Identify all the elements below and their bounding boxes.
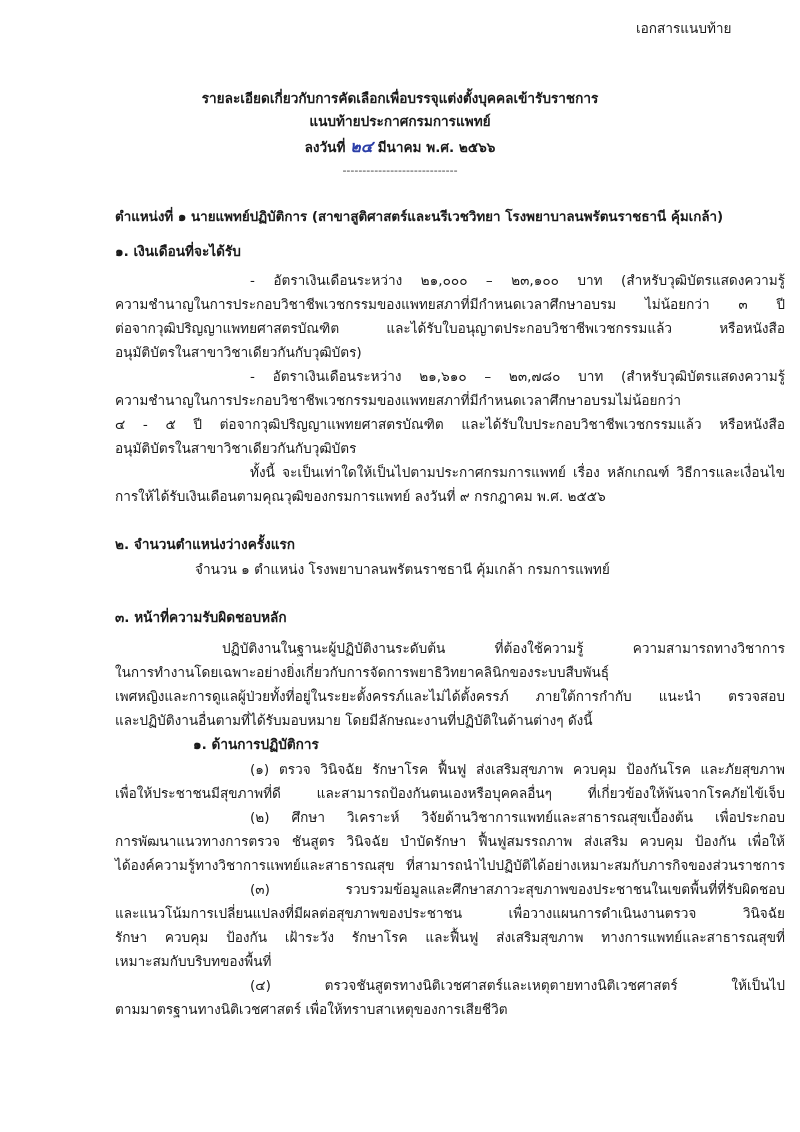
section3-intro-line: และปฏิบัติงานอื่นตามที่ได้รับมอบหมาย โดยมีลักษณะงานที่ปฏิบัติในด้านต่างๆ ดังนี้	[115, 713, 593, 729]
section1-line: อนุมัติบัตรในสาขาวิชาเดียวกันกับวุฒิบัตร	[115, 441, 357, 457]
section3-intro-line: ปฏิบัติงานในฐานะผู้ปฏิบัติงานระดับต้น ที่ต้องใช้ความรู้ ความสามารถทางวิชาการ	[222, 641, 785, 657]
duty-item-line: เหมาะสมกับบริบทของพื้นที่	[115, 954, 272, 970]
section1-line: ๔ - ๕ ปี ต่อจากวุฒิปริญญาแพทยศาสตรบัณฑิต และได้รับใบประกอบวิชาชีพเวชกรรมแล้ว หรือหนังสือ	[115, 417, 785, 433]
section1-line: ความชำนาญในการประกอบวิชาชีพเวชกรรมของแพทยสภาที่มีกำหนดเวลาศึกษาอบรม ไม่น้อยกว่า ๓ ปี	[115, 297, 785, 313]
attachment-label: เอกสารแนบท้าย	[636, 21, 732, 37]
section2-heading: ๒. จำนวนตำแหน่งว่างครั้งแรก	[115, 537, 296, 553]
section2-line: จำนวน ๑ ตำแหน่ง โรงพยาบาลนพรัตนราชธานี คุ้มเกล้า กรมการแพทย์	[195, 562, 610, 578]
duty-item-line: (๔) ตรวจชันสูตรทางนิติเวชศาสตร์และเหตุตายทางนิติเวชศาสตร์ ให้เป็นไป	[250, 978, 785, 994]
section1-line: ความชำนาญในการประกอบวิชาชีพเวชกรรมของแพทยสภาที่มีกำหนดเวลาศึกษาอบรมไม่น้อยกว่า	[115, 393, 681, 409]
document-date	[0, 138, 800, 157]
section1-line: - อัตราเงินเดือนระหว่าง ๒๑,๐๐๐ – ๒๓,๑๐๐ บาท (สำหรับวุฒิบัตรแสดงความรู้	[250, 273, 785, 289]
section1-line: ทั้งนี้ จะเป็นเท่าใดให้เป็นไปตามประกาศกรมการแพทย์ เรื่อง หลักเกณฑ์ วิธีการและเงื่อนไข	[250, 465, 785, 481]
title-separator: -----------------------------	[342, 164, 458, 177]
duty-item-line: ได้องค์ความรู้ทางวิชาการแพทย์และสาธารณสุข ที่สามารถนำไปปฏิบัติได้อย่างเหมาะสมกับภารกิจของส่วนราชการ	[115, 858, 785, 874]
date-prefix: ลงวันที่	[304, 140, 346, 156]
section1-line: - อัตราเงินเดือนระหว่าง ๒๑,๖๑๐ – ๒๓,๗๘๐ บาท (สำหรับวุฒิบัตรแสดงความรู้	[250, 369, 785, 385]
duty-item-line: (๓) รวบรวมข้อมูลและศึกษาสภาวะสุขภาพของประชาชนในเขตพื้นที่ที่รับผิดชอบ	[250, 882, 785, 898]
section1-line: อนุมัติบัตรในสาขาวิชาเดียวกันกับวุฒิบัตร)	[115, 345, 362, 361]
duty-item-line: (๒) ศึกษา วิเคราะห์ วิจัยด้านวิชาการแพทย์และสาธารณสุขเบื้องต้น เพื่อประกอบ	[250, 810, 785, 826]
section3-subheading: ๑. ด้านการปฏิบัติการ	[193, 737, 319, 753]
section1-line: การให้ได้รับเงินเดือนตามคุณวุฒิของกรมการแพทย์ ลงวันที่ ๙ กรกฎาคม พ.ศ. ๒๕๕๖	[115, 489, 606, 505]
section1-line: ต่อจากวุฒิปริญญาแพทยศาสตรบัณฑิต และได้รับใบอนุญาตประกอบวิชาชีพเวชกรรมแล้ว หรือหนังสือ	[115, 321, 785, 337]
duty-item-line: ตามมาตรฐานทางนิติเวชศาสตร์ เพื่อให้ทราบสาเหตุของการเสียชีวิต	[115, 1002, 508, 1018]
document-subtitle: แนบท้ายประกาศกรมการแพทย์	[309, 114, 491, 130]
duty-item-line: และแนวโน้มการเปลี่ยนแปลงที่มีผลต่อสุขภาพของประชาชน เพื่อวางแผนการดำเนินงานตรวจ วินิจฉัย	[115, 906, 785, 922]
section3-intro-line: ในการทำงานโดยเฉพาะอย่างยิ่งเกี่ยวกับการจัดการพยาธิวิทยาคลินิกของระบบสืบพันธุ์	[115, 665, 610, 681]
section1-heading: ๑. เงินเดือนที่จะได้รับ	[115, 244, 241, 260]
duty-item-line: รักษา ควบคุม ป้องกัน เฝ้าระวัง รักษาโรค และฟื้นฟู ส่งเสริมสุขภาพ ทางการแพทย์และสาธารณสุขที่	[115, 930, 785, 946]
section3-intro-line: เพศหญิงและการดูแลผู้ป่วยทั้งที่อยู่ในระยะตั้งครรภ์และไม่ได้ตั้งครรภ์ ภายใต้การกำกับ แนะนำ ตรวจสอบ	[115, 689, 785, 705]
document-title: รายละเอียดเกี่ยวกับการคัดเลือกเพื่อบรรจุแต่งตั้งบุคคลเข้ารับราชการ	[201, 91, 599, 107]
handwritten-day: ๒๔	[350, 137, 373, 156]
duty-item-line: (๑) ตรวจ วินิจฉัย รักษาโรค ฟื้นฟู ส่งเสริมสุขภาพ ควบคุม ป้องกันโรค และภัยสุขภาพ	[250, 762, 785, 778]
duty-item-line: การพัฒนาแนวทางการตรวจ ชันสูตร วินิจฉัย บำบัดรักษา ฟื้นฟูสมรรถภาพ ส่งเสริม ควบคุม ป้องกัน เพื่อให้	[115, 834, 785, 850]
position-heading: ตำแหน่งที่ ๑ นายแพทย์ปฏิบัติการ (สาขาสูติศาสตร์และนรีเวชวิทยา โรงพยาบาลนพรัตนราชธานี คุ้มเกล้า)	[115, 210, 724, 225]
section3-heading: ๓. หน้าที่ความรับผิดชอบหลัก	[115, 610, 287, 626]
date-rest: มีนาคม พ.ศ. ๒๕๖๖	[377, 140, 496, 156]
duty-item-line: เพื่อให้ประชาชนมีสุขภาพที่ดี และสามารถป้องกันตนเองหรือบุคคลอื่นๆ ที่เกี่ยวข้องให้พ้นจากโรคภัยไข้เจ็บ	[115, 786, 785, 802]
